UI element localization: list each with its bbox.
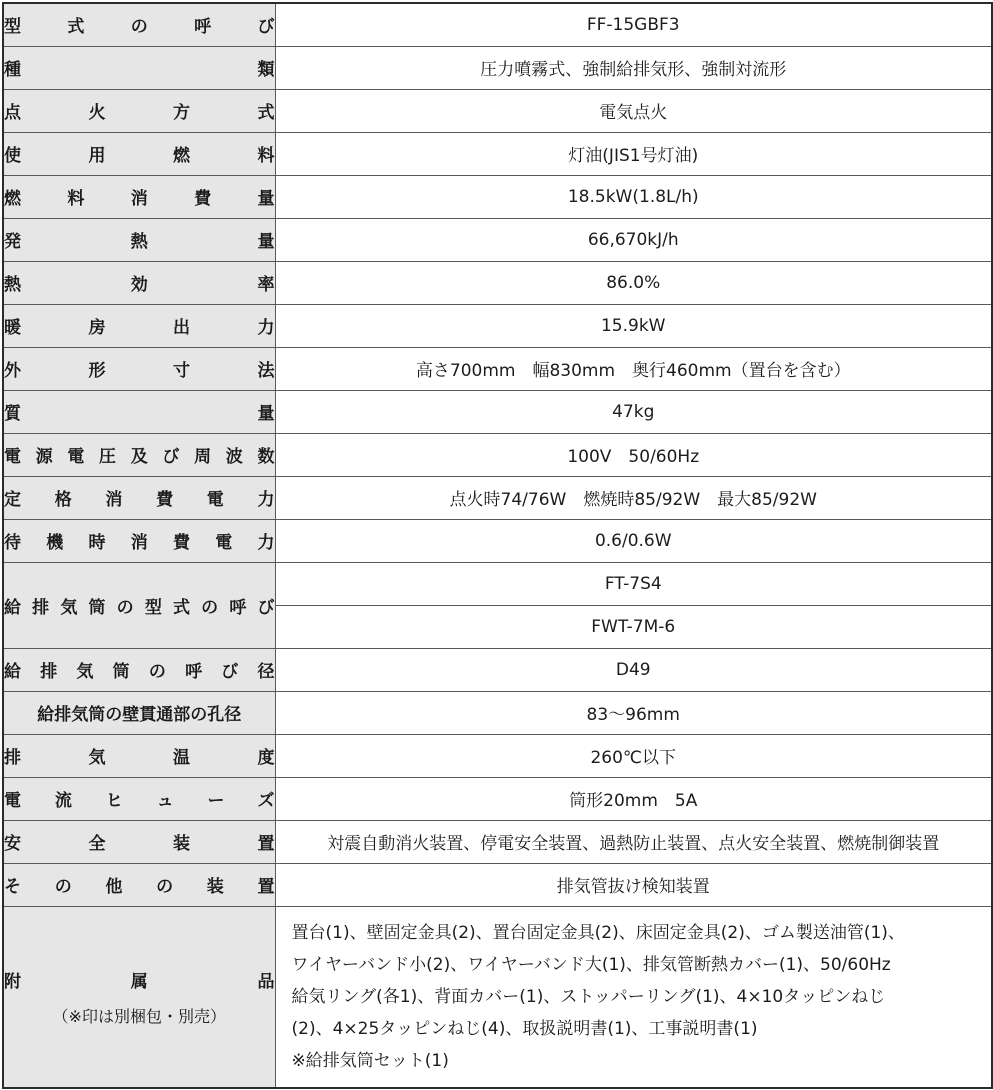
accessories-line: 置台(1)、壁固定金具(2)、置台固定金具(2)、床固定金具(2)、ゴム製送油管(1)、 [291, 922, 905, 943]
value-accessories [275, 906, 992, 1088]
row-ignition [3, 89, 992, 132]
row-mass [3, 390, 992, 433]
accessories-line: 給気リング(各1)、背面カバー(1)、ストッパーリング(1)、4×10タッピンねじ [291, 986, 886, 1007]
value-heat-output: 66,670kJ/h [275, 218, 992, 261]
label-fuse: 電流ヒューズ [3, 777, 275, 820]
row-wall-hole [3, 691, 992, 734]
value-dimensions: 高さ700mm 幅830mm 奥行460mm（置台を含む） [275, 347, 992, 390]
value-fuel: 灯油(JIS1号灯油) [275, 132, 992, 175]
row-safety [3, 820, 992, 863]
label-mass: 質量 [3, 390, 275, 433]
spec-table [2, 2, 993, 1089]
row-model [3, 3, 992, 46]
row-flue-model [3, 562, 992, 605]
accessories-line: ※給排気筒セット(1) [291, 1050, 449, 1071]
label-dimensions: 外形寸法 [3, 347, 275, 390]
label-heating-output: 暖房出力 [3, 304, 275, 347]
label-model: 型式の呼び [3, 3, 275, 46]
row-type [3, 46, 992, 89]
label-fuel-consumption: 燃料消費量 [3, 175, 275, 218]
label-safety: 安全装置 [3, 820, 275, 863]
row-exhaust-temp [3, 734, 992, 777]
value-power-supply: 100V 50/60Hz [275, 433, 992, 476]
label-heat-output: 発熱量 [3, 218, 275, 261]
label-rated-power: 定格消費電力 [3, 476, 275, 519]
accessories-line: (2)、4×25タッピンねじ(4)、取扱説明書(1)、工事説明書(1) [291, 1018, 758, 1039]
row-flue-diameter [3, 648, 992, 691]
value-exhaust-temp: 260℃以下 [275, 734, 992, 777]
label-standby-power: 待機時消費電力 [3, 519, 275, 562]
label-type: 種類 [3, 46, 275, 89]
value-flue-diameter: D49 [275, 648, 992, 691]
label-power-supply: 電源電圧及び周波数 [3, 433, 275, 476]
label-efficiency: 熱効率 [3, 261, 275, 304]
value-flue-model-2: FWT-7M-6 [275, 605, 992, 648]
value-fuel-consumption: 18.5kW(1.8L/h) [275, 175, 992, 218]
label-flue-model: 給排気筒の型式の呼び [3, 562, 275, 648]
label-accessories: 附属品 [4, 971, 275, 992]
row-standby-power [3, 519, 992, 562]
row-fuel [3, 132, 992, 175]
value-efficiency: 86.0% [275, 261, 992, 304]
label-accessories-note: （※印は別梱包・別売） [52, 1006, 226, 1026]
label-exhaust-temp: 排気温度 [3, 734, 275, 777]
value-other-devices: 排気管抜け検知装置 [275, 863, 992, 906]
value-rated-power: 点火時74/76W 燃焼時85/92W 最大85/92W [275, 476, 992, 519]
label-accessories-cell [3, 906, 275, 1088]
row-rated-power [3, 476, 992, 519]
row-power-supply [3, 433, 992, 476]
row-other-devices [3, 863, 992, 906]
label-wall-hole: 給排気筒の壁貫通部の孔径 [3, 691, 275, 734]
row-fuel-consumption [3, 175, 992, 218]
label-other-devices: その他の装置 [3, 863, 275, 906]
label-fuel: 使用燃料 [3, 132, 275, 175]
label-ignition: 点火方式 [3, 89, 275, 132]
value-type: 圧力噴霧式、強制給排気形、強制対流形 [275, 46, 992, 89]
value-fuse: 筒形20mm 5A [275, 777, 992, 820]
row-accessories [3, 906, 992, 1088]
row-heating-output [3, 304, 992, 347]
value-heating-output: 15.9kW [275, 304, 992, 347]
value-safety: 対震自動消火装置、停電安全装置、過熱防止装置、点火安全装置、燃焼制御装置 [275, 820, 992, 863]
row-efficiency [3, 261, 992, 304]
accessories-line: ワイヤーバンド小(2)、ワイヤーバンド大(1)、排気管断熱カバー(1)、50/60Hz [291, 954, 891, 975]
value-wall-hole: 83～96mm [275, 691, 992, 734]
value-mass: 47kg [275, 390, 992, 433]
row-heat-output [3, 218, 992, 261]
value-ignition: 電気点火 [275, 89, 992, 132]
label-flue-diameter: 給排気筒の呼び径 [3, 648, 275, 691]
row-dimensions [3, 347, 992, 390]
row-fuse [3, 777, 992, 820]
value-standby-power: 0.6/0.6W [275, 519, 992, 562]
value-model: FF-15GBF3 [275, 3, 992, 46]
value-flue-model-1: FT-7S4 [275, 562, 992, 605]
